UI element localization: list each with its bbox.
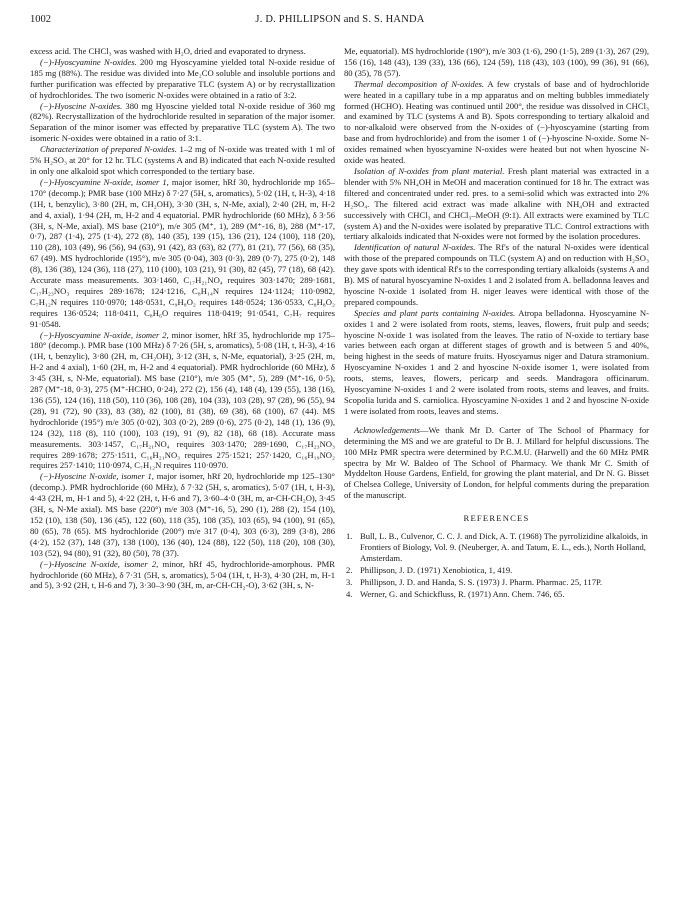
paragraph-text: Atropa belladonna. Hyoscyamine N-oxides 1 and 2 were isolated from roots, stems, leaves, flowers, fruit pulp and seeds; hyoscine N-oxide 1 was isolated from the leaves. The ratio of N-oxide to tertiary base varies between each organ at different stages of growth and is between 5 and 40%, being highest in the seeds of mature fruits. Hyoscyamus niger and Datura stramonium. Hyoscyamine N-oxides 1 and 2 and hyoscine N-oxide isomer 1, were isolated from roots, stems, leaves, flowers, pericarp and seeds. Mandragora officinarum. Hyoscyamine N-oxides 1 and 2 were isolated from roots, stems and leaves, and fruits. Scopolia lurida and S. carniolica. Hyoscyamine N-oxides 1 and 2 and hyoscine N-oxide 1 were isolated from roots, leaves and stems. (344, 307, 649, 416)
left-column (30, 46, 335, 591)
paragraph-lead: Isolation of N-oxides from plant material. (354, 165, 505, 176)
paragraph-text: excess acid. The CHCl₃ was washed with H₂O, dried and evaporated to dryness. (30, 46, 306, 56)
reference-item (344, 589, 649, 600)
right-paragraphs (344, 46, 649, 501)
body-paragraph (30, 559, 335, 592)
paragraph-text: minor isomer, hRf 35, hydrochloride mp 175–180° (decomp.). PMR base (100 MHz) δ 7·26 (5H, s, aromatics), 5·08 (1H, t, H-3), 4·16 (1H, t, benzylic), 3·80 (2H, m, CH₂OH), 3·12 (3H, s, N-Me, equatorial), 3·25 (2H, m, H-2 and 4 axial), 1·60 (2H, m, H-2 and 4 equatorial). PMR hydrochloride (60 MHz), δ 3·45 (3H, s, N-Me, equatorial). MS base (210°), m/e 305 (M⁺, 5), 289 (M⁺-16, 0·5), 287 (M⁺-18, 0·3), 275 (M⁺-HCHO, 0·24), 272 (2), 156 (4), 148 (4), 139 (55), 138 (16), 136 (55), 124 (16), 118 (50), 110 (36), 108 (28), 104 (33), 103 (28), 97 (28), 96 (55), 94 (28), 91 (72), 90 (33), 83 (38), 82 (100), 81 (38), 69 (38), 68 (100), 67 (44). MS hydrochloride (195°) m/e 305 (0·02), 303 (0·2), 289 (0·6), 275 (0·2), 148 (1), 136 (9), 124 (32), 118 (8), 110 (100), 103 (19), 91 (9), 82 (18), 68 (18). Accurate mass measurements. 303·1457, C₁₇H₂₁NO₄ requires 303·1470; 289·1690, C₁₇H₂₃NO₃ requires 289·1678; 275·1511, C₁₆H₂₁NO₃ requires 275·1521; 257·1420, C₁₆H₁₉NO₂ requires 257·1410; 110·0974, C₇H₁₂N requires 110·0970. (30, 329, 335, 471)
paragraph-text: Fresh plant material was extracted in a blender with 5% NH₄OH in MeOH and maceration continued for 18 hr. The extract was filtered and concentrated under red. pres. to a semi-solid which was extracted into 2% H₂SO₄. The filtered acid extract was made alkaline with NH₄OH and extracted successively with CHCl₃ and CHCl₃–MeOH (9:1). All extracts were examined by TLC (system A) and the N-oxides were isolated by preparative TLC. Control extractions with tertiary alkaloids indicated that N-oxides were not formed by the isolation procedures. (344, 165, 649, 242)
body-paragraph (344, 46, 649, 79)
body-paragraph (30, 101, 335, 145)
paragraph-text: A few crystals of base and of hydrochloride were heated in a capillary tube in a mp apparatus and on melting bubbles immediately formed (HCHO). Heating was continued until 200°, the residue was dissolved in CHCl₃ and examined by TLC (systems A and B). Spots corresponding to tertiary alkaloid and to nor-alkaloid were observed from the N-oxides of (−)-hyoscyamine (starting from base and from hydrochloride) and from the isomer 1 of (−)-hyoscine N-oxide. Some N-oxides remained when hyoscyamine N-oxides were heated but not when hyoscine N-oxide was heated. (344, 78, 650, 166)
section-gap (344, 417, 649, 425)
body-paragraph (30, 144, 335, 177)
paragraph-lead: (−)-Hyoscyamine N-oxide, isomer 2, (40, 329, 169, 340)
body-paragraph (344, 308, 649, 417)
reference-number: 3. (346, 576, 353, 587)
body-paragraph (30, 177, 335, 330)
reference-text: Phillipson, J. D. and Handa, S. S. (1973) J. Pharm. Pharmac. 25, 117P. (360, 576, 602, 587)
paragraph-lead: (−)-Hyoscyamine N-oxides. (40, 56, 137, 67)
paragraph-text: Me, equatorial). MS hydrochloride (190°), m/e 303 (1·6), 290 (1·5), 289 (1·3), 267 (29), 156 (16), 148 (43), 139 (33), 136 (66), 124 (59), 118 (43), 103 (100), 99 (36), 91 (66), 80 (35), 78 (57). (344, 46, 649, 78)
page-number: 1002 (30, 14, 51, 25)
body-paragraph (30, 330, 335, 472)
paragraph-text: major isomer, hRf 30, hydrochloride mp 165–170° (decomp.); PMR base (100 MHz) δ 7·27 (5H, s, aromatics), 5·02 (1H, t, H-3), 4·18 (1H, t, benzylic), 3·80 (2H, m, CH₂OH), 3·30 (3H, s, N-Me, axial), 2·40 (2H, m, H-2 and 4, axial), 1·94 (2H, m, H-2 and 4 equatorial. PMR hydrochloride (60 MHz), δ 3·56 (3H, s, N-Me, axial). MS base (210°), m/e 305 (M⁺, 1), 289 (M⁺-16, 8), 288 (M⁺-17, 0·7), 287 (1·4), 275 (1·4), 272 (8), 140 (35), 139 (15), 136 (21), 124 (100), 118 (20), 110 (28), 103 (49), 96 (56), 94 (63), 91 (42), 83 (63), 82 (77), 81 (21), 77 (56), 68 (35), 67 (49). MS hydrochloride (195°), m/e 305 (0·04), 303 (0·3), 289 (0·7), 275 (0·2), 148 (8), 136 (38), 124 (36), 118 (27), 110 (100), 103 (21), 91 (30), 82 (45), 77 (18), 68 (42). Accurate mass measurements. 303·1460, C₁₇H₂₁NO₄ requires 303·1470; 289·1681, C₁₇H₂₃NO₃ requires 289·1678; 124·1216, C₈H₁₄N requires 124·1124; 110·0982, C₇H₁₂N requires 110·0970; 148·0531, C₉H₈O₂ requires 148·0524; 136·0533, C₈H₈O₂ requires 136·0524; 118·0411, C₈H₆O requires 118·0419; 91·0541, C₇H₇ requires 91·0548. (30, 176, 335, 329)
paragraph-text: minor, hRf 45, hydrochloride-amorphous. PMR hydrochloride (60 MHz), δ 7·31 (5H, s, aromatics), 5·04 (1H, t, H-3), 4·30 (2H, m, H-1 and 5), 3·92 (2H, t, H-6 and 7), 3·30–3·90 (3H, m, ar-CH-CH₂-O), 3·62 (3H, s, N- (30, 558, 336, 591)
reference-text: Bull, L. B., Culvenor, C. C. J. and Dick, A. T. (1968) The pyrrolizidine alkaloids, in Frontiers of Biology, Vol. 9. (Neuberger, A. and Tatum, E. L., eds.), North Holland, Amsterdam. (360, 531, 648, 563)
paragraph-lead: (−)-Hyoscine N-oxides. (40, 100, 123, 111)
paragraph-lead: (−)-Hyoscine N-oxide, isomer 2, (40, 558, 159, 569)
reference-item (344, 577, 649, 588)
paragraph-text: 200 mg Hyoscyamine yielded total N-oxide residue of 185 mg (88%). The residue was divided into Me₂CO soluble and insoluble portions and further purification was effected by preparative TLC (system A) or by recrystallization of hydrochlorides. The two isomeric N-oxides were obtained in a ratio of 3:2. (30, 56, 335, 100)
reference-number: 2. (346, 564, 353, 575)
paragraph-text: —We thank Mr D. Carter of The School of Pharmacy for determining the MS and we are grateful to Dr B. J. Millard for helpful discussions. The 100 MHz PMR spectra were determined by P.C.M.U. (Harwell) and the 60 MHz PMR spectra by Mr W. Baldeo of The School of Pharmacy. We thank Mr C. Smith of Myddelton House Gardens, Enfield, for growing the plant material, and Dr N. G. Bisset of Chelsea College, University of London, for helpful comments during the preparation of the manuscript. (344, 424, 649, 501)
body-paragraph (344, 79, 649, 166)
references-heading: REFERENCES (463, 513, 530, 524)
body-paragraph (344, 425, 649, 501)
paragraph-lead: Identification of natural N-oxides. (354, 242, 476, 253)
paragraph-lead: Acknowledgements (354, 424, 420, 435)
paragraph-lead: Species and plant parts containing N-oxides. (354, 307, 516, 318)
paragraph-lead: (−)-Hyoscyamine N-oxide, isomer 1, (40, 176, 169, 187)
paragraph-lead: (−)-Hyoscine N-oxide, isomer 1, (40, 471, 154, 482)
paragraph-text: 1–2 mg of N-oxide was treated with 1 ml of 5% H₂SO₃ at 20° for 12 hr. TLC (systems A and B) indicated that each N-oxide resulted in only one alkaloid spot which corresponded to the tertiary base. (30, 144, 335, 176)
body-paragraph (344, 242, 649, 307)
references-list (344, 531, 649, 599)
reference-item (344, 565, 649, 576)
reference-item (344, 531, 649, 564)
page-header (30, 14, 650, 28)
paragraph-lead: Thermal decomposition of N-oxides. (354, 78, 485, 89)
body-paragraph (30, 57, 335, 101)
paragraph-text: The Rf's of the natural N-oxides were identical with those of the prepared compounds on TLC (system A) and on reduction with H₂SO₃ they gave spots with identical Rf's to the corresponding tertiary alkaloids (systems A and B). MS of natural hyoscyamine N-oxides 1 and 2 isolated from A. belladonna leaves and hyoscine N-oxide 1 isolated from H. niger leaves were identical with those of the prepared compounds. (344, 242, 650, 307)
body-paragraph (30, 471, 335, 558)
reference-text: Werner, G. and Schickfluss, R. (1971) Ann. Chem. 746, 65. (360, 588, 565, 599)
body-paragraph (30, 46, 335, 57)
paragraph-lead: Characterization of prepared N-oxides. (40, 144, 177, 155)
right-column (344, 46, 649, 601)
body-paragraph (344, 166, 649, 242)
running-authors: J. D. PHILLIPSON and S. S. HANDA (255, 14, 425, 25)
paragraph-text: major isomer, hRf 20, hydrochloride mp 125–130° (decomp.). PMR hydrochloride (60 MHz), δ 7·32 (5H, s, aromatics), 5·07 (1H, t, H-3), 4·43 (2H, m, H-1 and 5), 4·22 (2H, t, H-6 and 7), 3·60–4·0 (3H, m, ar-CH-CH₂O), 3·45 (3H, s, N-Me axial). MS base (220°) m/e 303 (M⁺-16, 5), 290 (1), 288 (2), 154 (10), 152 (10), 138 (50), 136 (45), 122 (60), 118 (35), 108 (35), 103 (65), 94 (100), 91 (65), 80 (65), 78 (65). MS hydrochloride (200°) m/e 317 (0·4), 303 (6·3), 289 (3·8), 286 (4·2), 152 (37), 148 (37), 138 (100), 136 (40), 124 (88), 122 (50), 118 (20), 108 (30), 103 (52), 94 (80), 91 (32), 80 (50), 78 (37). (30, 471, 335, 558)
reference-number: 1. (346, 531, 353, 542)
reference-text: Phillipson, J. D. (1971) Xenobiotica, 1, 419. (360, 564, 513, 575)
paragraph-text: 380 mg Hyoscine yielded total N-oxide residue of 360 mg (82%). Recrystallization of the hydrochloride resulted in separation of the major isomer. Separation of the minor isomer was effected by preparative TLC (system A). The two isomeric N-oxides were obtained in a ratio of 3:1. (30, 100, 335, 144)
reference-number: 4. (346, 588, 353, 599)
